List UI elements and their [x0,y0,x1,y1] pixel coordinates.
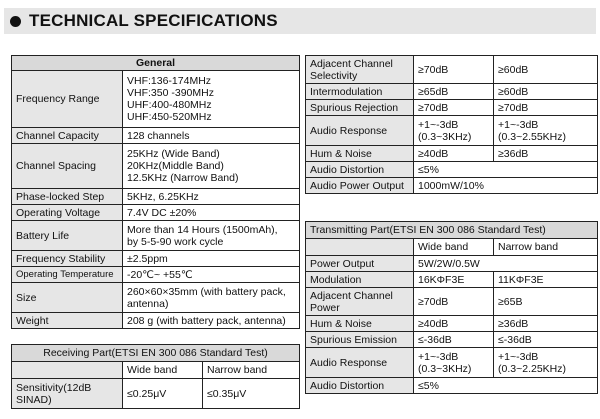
general-row [12,71,300,128]
spec-value-wide [123,379,203,409]
cell-line: 7.4V DC ±20% [127,206,197,219]
spec-row [306,316,598,332]
cell-line: ≤-36dB [418,333,452,346]
spec-label [306,84,414,100]
cell-line: Modulation [310,273,362,286]
spec-value [123,251,300,267]
cell-line: 20KHz(Middle Band) [127,160,224,172]
spec-value-narrow [494,100,598,116]
cell-line: 12.5KHz (Narrow Band) [127,172,239,184]
receiving-col-wide: Wide band [123,362,203,379]
cell-line: Intermodulation [310,85,383,98]
spec-value-wide [414,146,494,162]
spec-value [123,128,300,144]
cell-line: ≥40dB [418,317,449,330]
spec-value-wide [414,84,494,100]
cell-line: Adjacent Channel [310,289,393,302]
spec-row [306,84,598,100]
spec-label: Frequency Range [12,71,123,128]
spec-row [306,332,598,348]
spec-value-wide [414,56,494,84]
cell-line: Hum & Noise [310,317,372,330]
cell-line: +1~-3dB [418,118,459,131]
cell-line: Spurious Rejection [310,101,399,114]
spec-value: ≤5% [414,162,598,178]
cell-line: 128 channels [127,129,190,142]
cell-line: 16KΦF3E [418,273,465,286]
cell-line: antenna) [127,297,169,310]
receiving-spec-table-right [305,55,598,194]
spec-value-wide [414,348,494,378]
spec-label [306,288,414,316]
spec-label [306,146,414,162]
cell-line: ≥65B [498,295,523,308]
cell-line: (0.3~3KHz) [418,130,472,143]
cell-line: UHF:450-520MHz [127,111,212,123]
cell-line: +1~-3dB [498,350,539,363]
general-row [12,251,300,267]
spec-row [306,146,598,162]
spec-value-narrow [494,84,598,100]
general-row [12,189,300,205]
cell-line: UHF:400-480MHz [127,99,212,111]
spec-value-narrow [494,116,598,146]
cell-line: ≥36dB [498,317,529,330]
spec-label: Size [12,283,123,313]
cell-line: Audio Response [310,124,388,137]
spec-row [306,162,598,178]
spec-row [306,272,598,288]
cell-line: ≥70dB [498,101,529,114]
spec-row [12,379,300,409]
bullet-icon [10,16,21,27]
cell-line: ≥60dB [498,85,529,98]
spec-value-narrow [494,348,598,378]
transmitting-header-blank [306,239,414,256]
spec-value [123,221,300,251]
spec-label [306,378,414,394]
spec-label [306,178,414,194]
spec-value-wide [414,100,494,116]
cell-line: VHF:136-174MHz [127,75,212,87]
spec-row [306,378,598,394]
cell-line: ≥40dB [418,147,449,160]
spec-label: Frequency Stability [12,251,123,267]
spec-row [306,116,598,146]
cell-line: ≥65dB [418,85,449,98]
spec-value-wide [414,272,494,288]
spec-label: Operating Temperature [12,267,123,283]
cell-line: (0.3~2.55KHz) [498,130,566,143]
spec-value-narrow [494,272,598,288]
cell-line: 5KHz, 6.25KHz [127,190,199,203]
spec-value-wide [414,332,494,348]
spec-row [306,348,598,378]
spec-value-narrow [494,316,598,332]
cell-line: Audio Distortion [310,379,385,392]
cell-line: ±2.5ppm [127,252,168,265]
spec-value-narrow [203,379,300,409]
cell-line: Selectivity [310,69,358,82]
cell-line: +1~-3dB [418,350,459,363]
spec-label [306,348,414,378]
spec-label: Operating Voltage [12,205,123,221]
cell-line: +1~-3dB [498,118,539,131]
cell-line: -20℃~ +55℃ [127,268,193,281]
cell-line: 11KΦF3E [498,273,544,286]
spec-label [306,316,414,332]
spec-label: Battery Life [12,221,123,251]
spec-label [306,256,414,272]
cell-line: Audio Response [310,356,388,369]
spec-value: ≤5% [414,378,598,394]
spec-value-narrow [494,146,598,162]
cell-line: ≤-36dB [498,333,532,346]
cell-line: Audio Power Output [310,179,404,192]
cell-line: (0.3~2.25KHz) [498,362,566,375]
receiving-header-blank [12,362,123,379]
general-heading: General [12,56,300,71]
transmitting-spec-table [305,221,598,394]
spec-row [306,56,598,84]
spec-value-wide [414,288,494,316]
cell-line: ≥70dB [418,63,449,76]
cell-line: ≤0.25μV [127,387,167,400]
spec-value-narrow [494,288,598,316]
spec-value [123,144,300,189]
page-title: TECHNICAL SPECIFICATIONS [29,11,278,30]
general-row [12,313,300,329]
cell-line: 25KHz (Wide Band) [127,148,220,160]
cell-line: More than 14 Hours (1500mAh), [127,223,278,236]
spec-value [123,205,300,221]
spec-row [306,178,598,194]
spec-label [306,56,414,84]
spec-value-wide [414,316,494,332]
spec-value-wide [414,116,494,146]
receiving-spec-table-left [11,344,300,409]
spec-value: 5W/2W/0.5W [414,256,598,272]
transmitting-heading: Transmitting Part(ETSI EN 300 086 Standard Test) [306,222,598,239]
general-row [12,128,300,144]
spec-label [306,272,414,288]
spec-label: Phase-locked Step [12,189,123,205]
spec-label [306,332,414,348]
cell-line: (0.3~3KHz) [418,362,472,375]
spec-row [306,256,598,272]
spec-value [123,313,300,329]
general-row [12,267,300,283]
spec-label: Weight [12,313,123,329]
cell-line: Adjacent Channel [310,57,393,70]
spec-value-narrow [494,56,598,84]
cell-line: ≥70dB [418,295,449,308]
page-title-bar [4,8,596,34]
spec-value: 1000mW/10% [414,178,598,194]
spec-value [123,189,300,205]
cell-line: Hum & Noise [310,147,372,160]
cell-line: ≥70dB [418,101,449,114]
cell-line: Power [310,301,340,314]
cell-line: 260×60×35mm (with battery pack, [127,285,286,298]
spec-label [12,379,123,409]
transmitting-col-wide: Wide band [414,239,494,256]
spec-label [306,162,414,178]
cell-line: ≥60dB [498,63,529,76]
cell-line: VHF:350 -390MHz [127,87,214,99]
cell-line: SINAD) [16,393,52,406]
spec-value [123,283,300,313]
spec-label [306,116,414,146]
transmitting-col-narrow: Narrow band [494,239,598,256]
general-row [12,283,300,313]
general-row [12,205,300,221]
spec-label [306,100,414,116]
spec-value [123,267,300,283]
spec-row [306,100,598,116]
cell-line: Audio Distortion [310,163,385,176]
receiving-col-narrow: Narrow band [203,362,300,379]
spec-label: Channel Spacing [12,144,123,189]
cell-line: ≥36dB [498,147,529,160]
cell-line: 208 g (with battery pack, antenna) [127,314,286,327]
cell-line: by 5-5-90 work cycle [127,235,224,248]
general-row [12,221,300,251]
spec-row [306,288,598,316]
general-row [12,144,300,189]
spec-value [123,71,300,128]
spec-label: Channel Capacity [12,128,123,144]
cell-line: Power Output [310,257,375,270]
cell-line: ≤0.35μV [207,387,247,400]
spec-value-narrow [494,332,598,348]
general-spec-table [11,55,300,329]
cell-line: Spurious Emission [310,333,397,346]
receiving-heading: Receiving Part(ETSI EN 300 086 Standard Test) [12,345,300,362]
cell-line: Sensitivity(12dB [16,381,92,394]
